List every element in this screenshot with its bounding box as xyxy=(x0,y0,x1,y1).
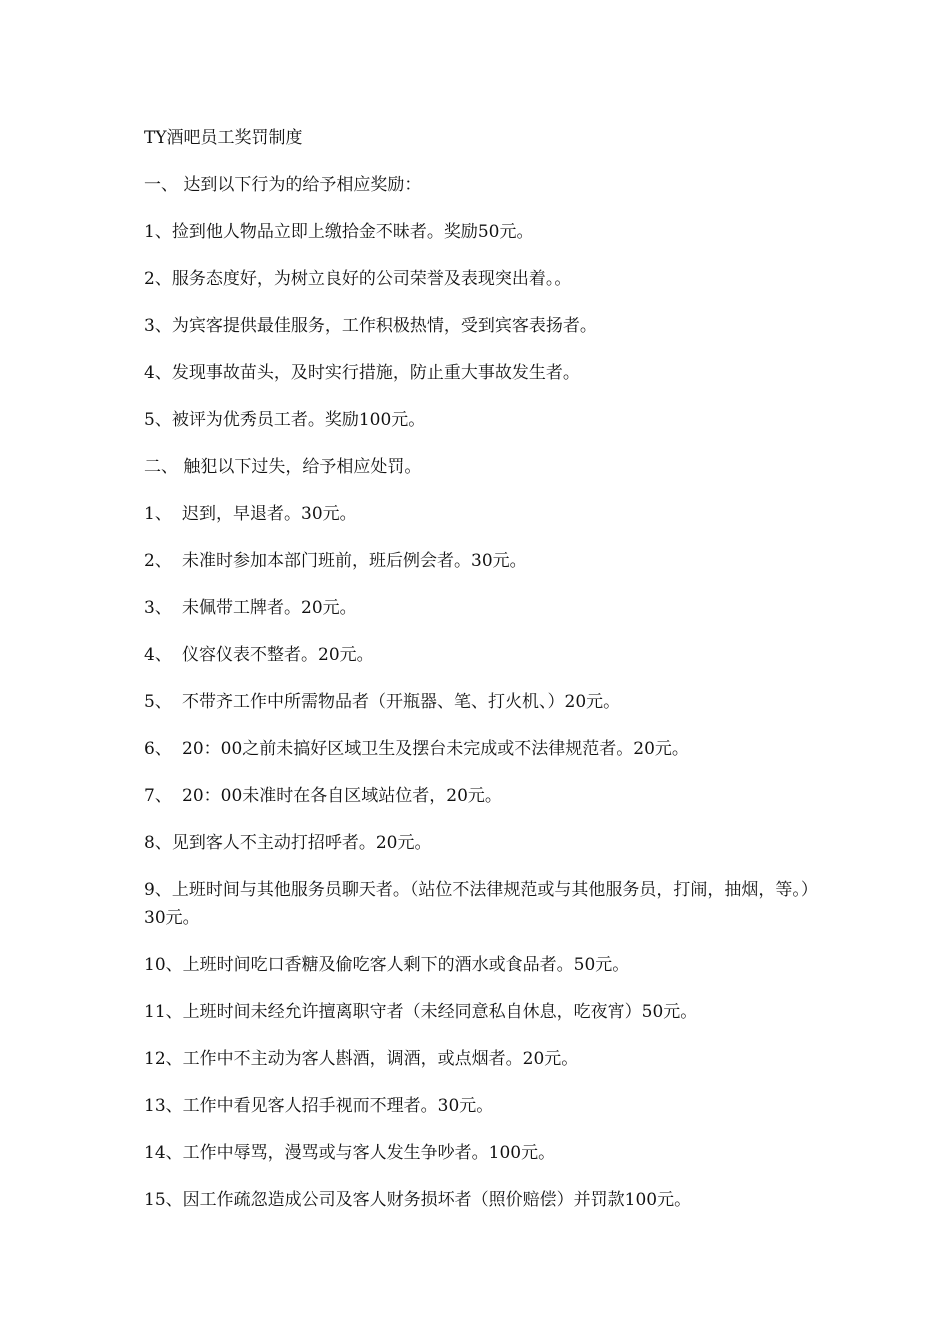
document-title: TY酒吧员工奖罚制度 xyxy=(144,128,303,148)
penalty-item-15: 15、因工作疏忽造成公司及客人财务损坏者（照价赔偿）并罚款100元。 xyxy=(144,1190,692,1210)
penalty-number: 3、 xyxy=(144,598,172,618)
document-body xyxy=(144,124,814,1233)
penalty-heading: 二、 触犯以下过失，给予相应处罚。 xyxy=(144,457,422,477)
penalty-number: 2、 xyxy=(144,551,172,571)
penalty-text: 未准时参加本部门班前，班后例会者。30元。 xyxy=(182,551,527,571)
penalty-item-8: 8、见到客人不主动打招呼者。20元。 xyxy=(144,833,432,853)
penalty-item-1 xyxy=(144,500,814,528)
penalty-text: 迟到，早退者。30元。 xyxy=(182,504,357,524)
penalty-number: 5、 xyxy=(144,692,172,712)
penalty-item-9: 9、上班时间与其他服务员聊天者。（站位不法律规范或与其他服务员，打闹，抽烟，等。）30元。 xyxy=(144,880,810,928)
reward-item-4: 4、发现事故苗头，及时实行措施，防止重大事故发生者。 xyxy=(144,363,580,383)
penalty-item-14: 14、工作中辱骂，漫骂或与客人发生争吵者。100元。 xyxy=(144,1143,556,1163)
penalty-number: 7、 xyxy=(144,786,172,806)
penalty-item-3 xyxy=(144,594,814,622)
penalty-item-4 xyxy=(144,641,814,669)
penalty-number: 6、 xyxy=(144,739,172,759)
reward-item-2: 2、服务态度好，为树立良好的公司荣誉及表现突出着。。 xyxy=(144,269,572,289)
penalty-text: 20：00未准时在各自区域站位者，20元。 xyxy=(182,786,502,806)
penalty-number: 1、 xyxy=(144,504,172,524)
penalty-item-6 xyxy=(144,735,814,763)
reward-heading: 一、 达到以下行为的给予相应奖励： xyxy=(144,175,422,195)
penalty-text: 未佩带工牌者。20元。 xyxy=(182,598,357,618)
penalty-item-13: 13、工作中看见客人招手视而不理者。30元。 xyxy=(144,1096,494,1116)
penalty-item-7 xyxy=(144,782,814,810)
penalty-item-10: 10、上班时间吃口香糖及偷吃客人剩下的酒水或食品者。50元。 xyxy=(144,955,630,975)
penalty-text: 20：00之前未搞好区域卫生及摆台未完成或不法律规范者。20元。 xyxy=(182,739,689,759)
reward-item-5: 5、被评为优秀员工者。奖励100元。 xyxy=(144,410,426,430)
penalty-item-11: 11、上班时间未经允许擅离职守者（未经同意私自休息，吃夜宵）50元。 xyxy=(144,1002,698,1022)
reward-item-3: 3、为宾客提供最佳服务，工作积极热情，受到宾客表扬者。 xyxy=(144,316,597,336)
penalty-number: 4、 xyxy=(144,645,172,665)
penalty-item-2 xyxy=(144,547,814,575)
penalty-item-12: 12、工作中不主动为客人斟酒，调酒，或点烟者。20元。 xyxy=(144,1049,579,1069)
reward-item-1: 1、捡到他人物品立即上缴拾金不昧者。奖励50元。 xyxy=(144,222,534,242)
penalty-item-5 xyxy=(144,688,814,716)
penalty-text: 仪容仪表不整者。20元。 xyxy=(182,645,374,665)
penalty-text: 不带齐工作中所需物品者（开瓶器、笔、打火机、）20元。 xyxy=(182,692,621,712)
